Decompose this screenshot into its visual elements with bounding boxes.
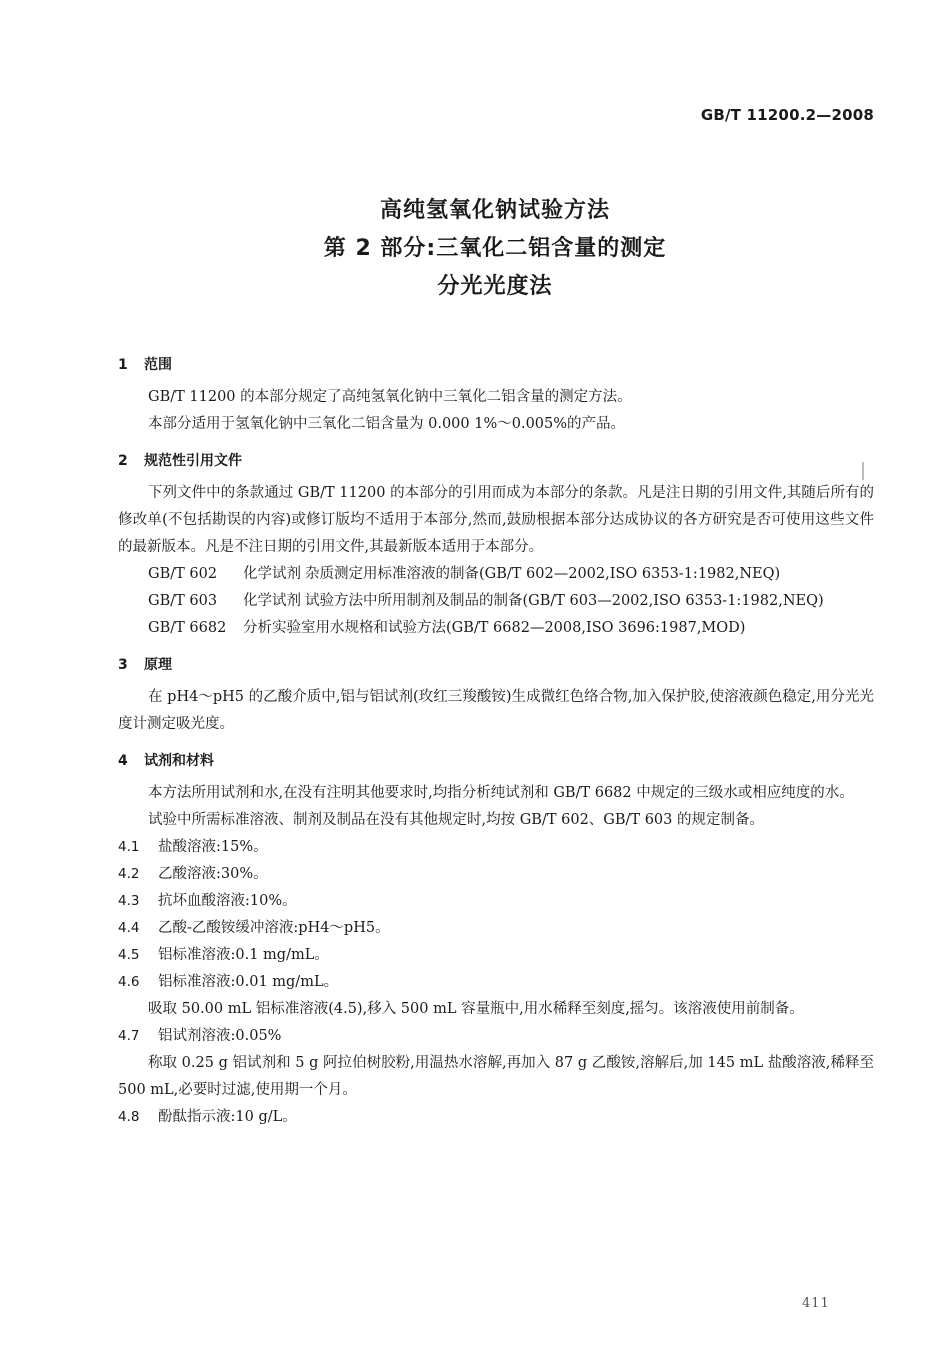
title-line-2: 第 2 部分:三氧化二铝含量的测定 xyxy=(323,236,667,261)
section-3-heading xyxy=(118,650,874,680)
paragraph: GB/T 11200 的本部分规定了高纯氢氧化钠中三氧化二铝含量的测定方法。 xyxy=(148,389,632,405)
reference-text: 试验方法中所用制剂及制品的制备(GB/T 603—2002,ISO 6353-1:1982,NEQ) xyxy=(305,593,824,609)
section-number: 3 xyxy=(118,657,128,673)
item-text: 铝标准溶液:0.01 mg/mL。 xyxy=(158,974,339,990)
reagent-item xyxy=(118,1023,874,1050)
paragraph: 本方法所用试剂和水,在没有注明其他要求时,均指分析纯试剂和 GB/T 6682 中规定的三级水或相应纯度的水。 xyxy=(148,785,854,801)
reference-category: 化学试剂 xyxy=(243,593,301,609)
reference-text: 分析实验室用水规格和试验方法(GB/T 6682—2008,ISO 3696:1987,MOD) xyxy=(243,620,746,636)
paragraph: 试验中所需标准溶液、制剂及制品在没有其他规定时,均按 GB/T 602、GB/T 603 的规定制备。 xyxy=(148,812,764,828)
reference-category: 化学试剂 xyxy=(243,566,301,582)
title-line-3: 分光光度法 xyxy=(437,274,553,299)
section-title: 规范性引用文件 xyxy=(144,453,242,469)
paragraph: 本部分适用于氢氧化钠中三氧化二铝含量为 0.000 1%～0.005%的产品。 xyxy=(148,416,626,432)
item-number: 4.7 xyxy=(118,1028,140,1044)
reference-item xyxy=(118,561,874,588)
reagent-item xyxy=(118,834,874,861)
reagent-item xyxy=(118,861,874,888)
item-number: 4.8 xyxy=(118,1109,140,1125)
item-text: 抗坏血酸溶液:10%。 xyxy=(158,893,297,909)
reference-item xyxy=(118,615,874,642)
title-line-1: 高纯氢氧化钠试验方法 xyxy=(379,198,610,223)
reference-code: GB/T 602 xyxy=(148,566,218,582)
paragraph: 称取 0.25 g 铝试剂和 5 g 阿拉伯树胶粉,用温热水溶解,再加入 87 g 乙酸铵,溶解后,加 145 mL 盐酸溶液,稀释至 500 mL,必要时过滤,使用期一个月。 xyxy=(118,1055,874,1098)
reagent-item xyxy=(118,942,874,969)
reagent-item xyxy=(118,888,874,915)
reagent-item xyxy=(118,915,874,942)
paragraph: 在 pH4～pH5 的乙酸介质中,铝与铝试剂(玫红三羧酸铵)生成微红色络合物,加入保护胶,使溶液颜色稳定,用分光光度计测定吸光度。 xyxy=(118,689,874,732)
item-number: 4.2 xyxy=(118,866,140,882)
item-number: 4.3 xyxy=(118,893,140,909)
standard-code: GB/T 11200.2—2008 xyxy=(700,106,874,124)
section-number: 4 xyxy=(118,753,128,769)
section-title: 原理 xyxy=(144,657,172,673)
section-title: 范围 xyxy=(144,357,172,373)
section-1-heading xyxy=(118,350,874,380)
reference-code: GB/T 6682 xyxy=(148,620,227,636)
item-text: 乙酸溶液:30%。 xyxy=(158,866,268,882)
item-number: 4.6 xyxy=(118,974,140,990)
item-number: 4.5 xyxy=(118,947,140,963)
reference-text: 杂质测定用标准溶液的制备(GB/T 602—2002,ISO 6353-1:1982,NEQ) xyxy=(305,566,781,582)
page-number: 411 xyxy=(802,1296,830,1311)
item-number: 4.4 xyxy=(118,920,140,936)
section-number: 1 xyxy=(118,357,128,373)
item-text: 铝标准溶液:0.1 mg/mL。 xyxy=(158,947,329,963)
reagent-item xyxy=(118,1104,874,1131)
reference-code: GB/T 603 xyxy=(148,593,218,609)
paragraph: 下列文件中的条款通过 GB/T 11200 的本部分的引用而成为本部分的条款。凡是注日期的引用文件,其随后所有的修改单(不包括勘误的内容)或修订版均不适用于本部分,然而,鼓励根据本部分达成协议的各方研究是否可使用这些文件的最新版本。凡是不注日期的引用文件,其最新版本适用于本部分。 xyxy=(118,485,874,555)
item-text: 盐酸溶液:15%。 xyxy=(158,839,268,855)
reference-item xyxy=(118,588,874,615)
paragraph: 吸取 50.00 mL 铝标准溶液(4.5),移入 500 mL 容量瓶中,用水稀释至刻度,摇匀。该溶液使用前制备。 xyxy=(148,1001,804,1017)
document-title xyxy=(0,192,950,306)
section-title: 试剂和材料 xyxy=(144,753,214,769)
item-text: 酚酞指示液:10 g/L。 xyxy=(158,1109,297,1125)
section-number: 2 xyxy=(118,453,128,469)
item-text: 乙酸-乙酸铵缓冲溶液:pH4～pH5。 xyxy=(158,920,390,936)
item-number: 4.1 xyxy=(118,839,140,855)
document-body xyxy=(118,350,874,1131)
section-4-heading xyxy=(118,746,874,776)
section-2-heading xyxy=(118,446,874,476)
reagent-item xyxy=(118,969,874,996)
item-text: 铝试剂溶液:0.05% xyxy=(158,1028,282,1044)
